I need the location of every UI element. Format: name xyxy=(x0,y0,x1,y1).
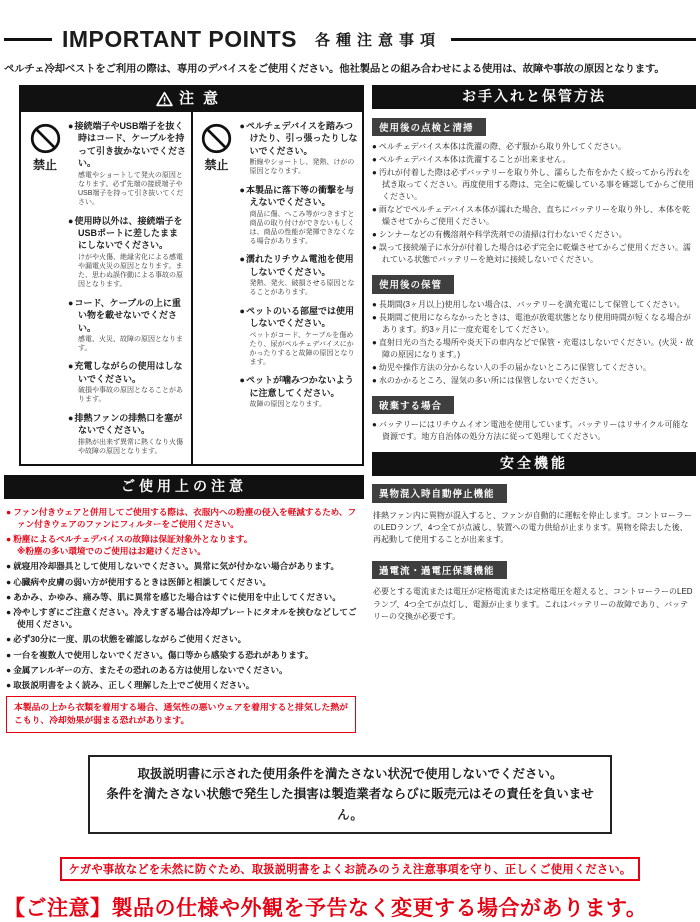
care-section-list xyxy=(372,299,696,387)
caution-column-2 xyxy=(193,112,363,464)
caution-item-text: ● 使用時以外は、接続端子をUSBポートに差したままにしないでください。 xyxy=(68,215,187,252)
caution-item xyxy=(240,184,359,247)
prohibition-cell xyxy=(198,120,236,456)
care-item: ● 誤って接続端子に水分が付着した場合は必ず完全に乾燥させてからご使用ください。濡れている状態でバッテリーを絶対に接続しないでください。 xyxy=(372,242,696,266)
caution-header-label: 注意 xyxy=(178,90,227,107)
caution-item xyxy=(240,120,359,177)
care-section-tag: 使用後の点検と清掃 xyxy=(372,118,486,137)
caution-item-note: ペットがコード、ケーブルを傷めたり、尿がペルチェデバイスにかかったりすると故障の原因となります。 xyxy=(249,331,355,367)
usage-item xyxy=(6,664,362,676)
usage-item xyxy=(6,560,362,572)
caution-item-note: 感電、火災、故障の原因となります。 xyxy=(78,335,183,353)
caution-item xyxy=(240,253,359,297)
usage-item xyxy=(6,591,362,603)
care-item: ● シンナーなどの有機溶剤や科学洗剤での清掃は行わないでください。 xyxy=(372,229,696,241)
caution-item xyxy=(240,374,359,409)
usage-item-text: ● 一台を複数人で使用しないでください。傷口等から感染する恐れがあります。 xyxy=(6,649,362,661)
caution-item-text: ● ペットのいる部屋では使用しないでください。 xyxy=(240,305,359,330)
caution-item-text: ● ペットが噛みつかないように注意してください。 xyxy=(240,374,359,399)
caution-item-text: ● ペルチェデバイスを踏みつけたり、引っ張ったりしないでください。 xyxy=(240,120,359,157)
usage-item-text: ● ファン付きウェアと併用してご使用する際は、衣服内への粉塵の侵入を軽減するため、ファン付きウェアのファンにフィルターをご使用ください。 xyxy=(6,506,362,530)
care-item: ● バッテリーにはリチウムイオン電池を使用しています。バッテリーはリサイクル可能な資源です。地方自治体の処分方法に従って処理してください。 xyxy=(372,419,696,443)
caution-item-text: ● 濡れたリチウム電池を使用しないでください。 xyxy=(240,253,359,278)
title-rule-right xyxy=(451,38,696,41)
disclaimer-line1: 取扱説明書に示された使用条件を満たさない状況で使用しないでください。 xyxy=(137,766,563,781)
caution-section xyxy=(19,85,364,466)
page-title: IMPORTANT POINTS xyxy=(62,26,298,52)
care-item: ● 水のかかるところ、湿気の多い所には保管しないでください。 xyxy=(372,375,696,387)
usage-item xyxy=(6,606,362,630)
page-title-japanese: 各種注意事項 xyxy=(315,32,442,49)
care-item: ● 直射日光の当たる場所や炎天下の車内などで保管・充電はしないでください。(火災・故障の原因になります。) xyxy=(372,337,696,361)
usage-item-text: ● 就寝用冷却器具として使用しないでください。異常に気が付かない場合があります。 xyxy=(6,560,362,572)
caution-item-note: 破損や事故の原因となることがあります。 xyxy=(78,387,183,404)
disclaimer-line2: 条件を満たさない状態で発生した損害は製造業者ならびに販売元はその責任を負いません。 xyxy=(106,787,594,822)
usage-list xyxy=(4,499,364,691)
caution-item-text: ● コード、ケーブルの上に重い物を載せないでください。 xyxy=(68,297,187,334)
caution-item-note: 排熱が出来ず異常に熱くなり火傷や故障の原因となります。 xyxy=(78,438,183,455)
caution-item xyxy=(68,412,187,456)
title-rule-left xyxy=(4,38,52,41)
care-section xyxy=(372,85,696,443)
caution-item-note: 感電やショートして発火の原因となります。必ず先端の接続端子やUSB端子を持って引き抜いてください。 xyxy=(78,171,184,207)
care-item: ● 幼児や操作方法の分からない人の手の届かないところに保管してください。 xyxy=(372,362,696,374)
caution-header xyxy=(21,87,362,112)
care-item: ● ペルチェデバイス本体は洗濯することが出来ません。 xyxy=(372,154,696,166)
usage-item-note: ※粉塵の多い環境でのご使用はお避けください。 xyxy=(17,546,206,557)
usage-item-text: ● 粉塵によるペルチェデバイスの故障は保証対象外となります。 xyxy=(6,533,362,545)
usage-item-text: ● 金属アレルギーの方、またその恐れのある方は使用しないでください。 xyxy=(6,664,362,676)
caution-column-1 xyxy=(21,112,193,464)
care-header: お手入れと保管方法 xyxy=(372,85,696,109)
caution-item-text: ● 充電しながらの使用はしないでください。 xyxy=(68,360,187,385)
title-row xyxy=(4,26,696,53)
prohibition-icon xyxy=(29,122,62,155)
caution-item xyxy=(68,215,187,290)
content-columns xyxy=(4,85,696,733)
caution-col1-list xyxy=(68,120,187,456)
usage-item xyxy=(6,533,362,557)
right-column xyxy=(372,85,696,629)
usage-item xyxy=(6,633,362,645)
care-item: ● 長期間(3ヶ月以上)使用しない場合は、バッテリーを満充電にして保管してください。 xyxy=(372,299,696,311)
care-section-list xyxy=(372,419,696,443)
caution-item xyxy=(240,305,359,368)
safety-features xyxy=(372,476,696,623)
left-column xyxy=(4,85,364,733)
usage-item-text: ● 心臓病や皮膚の弱い方が使用するときは医師と相談してください。 xyxy=(6,576,362,588)
caution-item-note: けがや火傷、絶縁劣化による感電や漏電火災の原因となります。また、思わぬ誤作動による事故の原因となります。 xyxy=(78,253,183,289)
bottom-notice: 【ご注意】製品の仕様や外観を予告なく変更する場合があります。 xyxy=(4,897,648,921)
disclaimer-box xyxy=(88,755,612,835)
usage-warning-box: 本製品の上から衣類を着用する場合、通気性の悪いウェアを着用すると排気した熱がこもり、冷却効果が弱まる恐れがあります。 xyxy=(6,696,356,732)
caution-col2-list xyxy=(240,120,359,456)
caution-item-text: ● 本製品に落下等の衝撃を与えないでください。 xyxy=(240,184,359,209)
usage-item-text: ● 必ず30分に一度、肌の状態を確認しながらご使用ください。 xyxy=(6,633,362,645)
caution-item xyxy=(68,360,187,404)
care-section-list xyxy=(372,141,696,266)
safety-feature-text: 必要とする電流または電圧が定格電流または定格電圧を超えると、コントローラーのLEDランプ、4つ全てが点灯し、電源が止まります。これはバッテリーの故障であり、バッテリーの交換が必要です。 xyxy=(373,587,693,622)
usage-item xyxy=(6,506,362,530)
safety-feature-tag: 異物混入時自動停止機能 xyxy=(372,484,507,503)
warning-triangle-icon xyxy=(156,91,173,107)
safety-header: 安全機能 xyxy=(372,452,696,476)
caution-item-note: 故障の原因となります。 xyxy=(249,401,326,409)
caution-item-note: 断線やショートし、発熱、けがの原因となります。 xyxy=(249,159,355,176)
care-sections xyxy=(372,109,696,444)
caution-item-text: ● 接続端子やUSB端子を抜く時はコード、ケーブルを持って引き抜かないでください。 xyxy=(68,120,187,170)
caution-item-note: 発熱、発火、破損させる原因となることがあります。 xyxy=(249,280,355,297)
safety-feature-text: 排熱ファン内に異物が混入すると、ファンが自動的に運転を停止します。コントローラーのLEDランプ、4つ全てが点滅し、装置への電力供給が止まります。異物を除去した後、再起動して使用することが出来ます。 xyxy=(373,510,693,545)
caution-item xyxy=(68,297,187,354)
prohibition-label: 禁止 xyxy=(32,158,57,172)
caution-columns xyxy=(21,112,362,464)
caution-item-note: 商品に傷、へこみ等がつきますと商品の取り付けができないもしくは、商品の性能が発揮できなくなる場合があります。 xyxy=(249,210,355,246)
safety-section xyxy=(372,452,696,623)
page-subtitle: ペルチェ冷却ベストをご利用の際は、専用のデバイスをご使用ください。他社製品との組み合わせによる使用は、故障や事故の原因となります。 xyxy=(4,64,665,75)
prohibition-cell xyxy=(26,120,64,456)
safety-reminder-banner: ケガや事故などを未然に防ぐため、取扱説明書をよくお読みのうえ注意事項を守り、正しくご使用ください。 xyxy=(60,857,641,881)
caution-item xyxy=(68,120,187,208)
usage-item xyxy=(6,649,362,661)
usage-item-text: ● 冷やしすぎにご注意ください。冷えすぎる場合は冷却プレートにタオルを挟むなどしてご使用ください。 xyxy=(6,606,362,630)
page-header xyxy=(4,26,696,75)
usage-notes-header: ご使用上の注意 xyxy=(4,475,364,499)
usage-notes-section xyxy=(4,475,364,733)
care-section-tag: 破棄する場合 xyxy=(372,396,454,415)
care-section-tag: 使用後の保管 xyxy=(372,275,454,294)
usage-item xyxy=(6,679,362,691)
usage-item-text: ● 取扱説明書をよく読み、正しく理解した上でご使用ください。 xyxy=(6,679,362,691)
safety-feature-tag: 過電流・過電圧保護機能 xyxy=(372,561,507,580)
care-item: ● 汚れが付着した際は必ずバッテリーを取り外し、濡らした布をかたく絞ってから汚れを拭き取ってください。再度使用する際は、完全に乾燥している事を確認してからご使用ください。 xyxy=(372,167,696,203)
prohibition-label: 禁止 xyxy=(204,158,229,172)
caution-item-text: ● 排熱ファンの排熱口を塞がないでください。 xyxy=(68,412,187,437)
care-item: ● 長期間ご使用にならなかったときは、電池が放電状態となり使用時間が短くなる場合があります。約3ヶ月に一度充電をしてください。 xyxy=(372,312,696,336)
care-item: ● ペルチェデバイス本体は洗濯の際、必ず服から取り外してください。 xyxy=(372,141,696,153)
usage-item xyxy=(6,576,362,588)
care-item: ● 雨などでペルチェデバイス本体が濡れた場合、直ちにバッテリーを取り外し、本体を乾燥させてからご使用ください。 xyxy=(372,204,696,228)
usage-item-text: ● あかみ、かゆみ、痛み等、肌に異常を感じた場合はすぐに使用を中止してください。 xyxy=(6,591,362,603)
prohibition-icon xyxy=(200,122,233,155)
